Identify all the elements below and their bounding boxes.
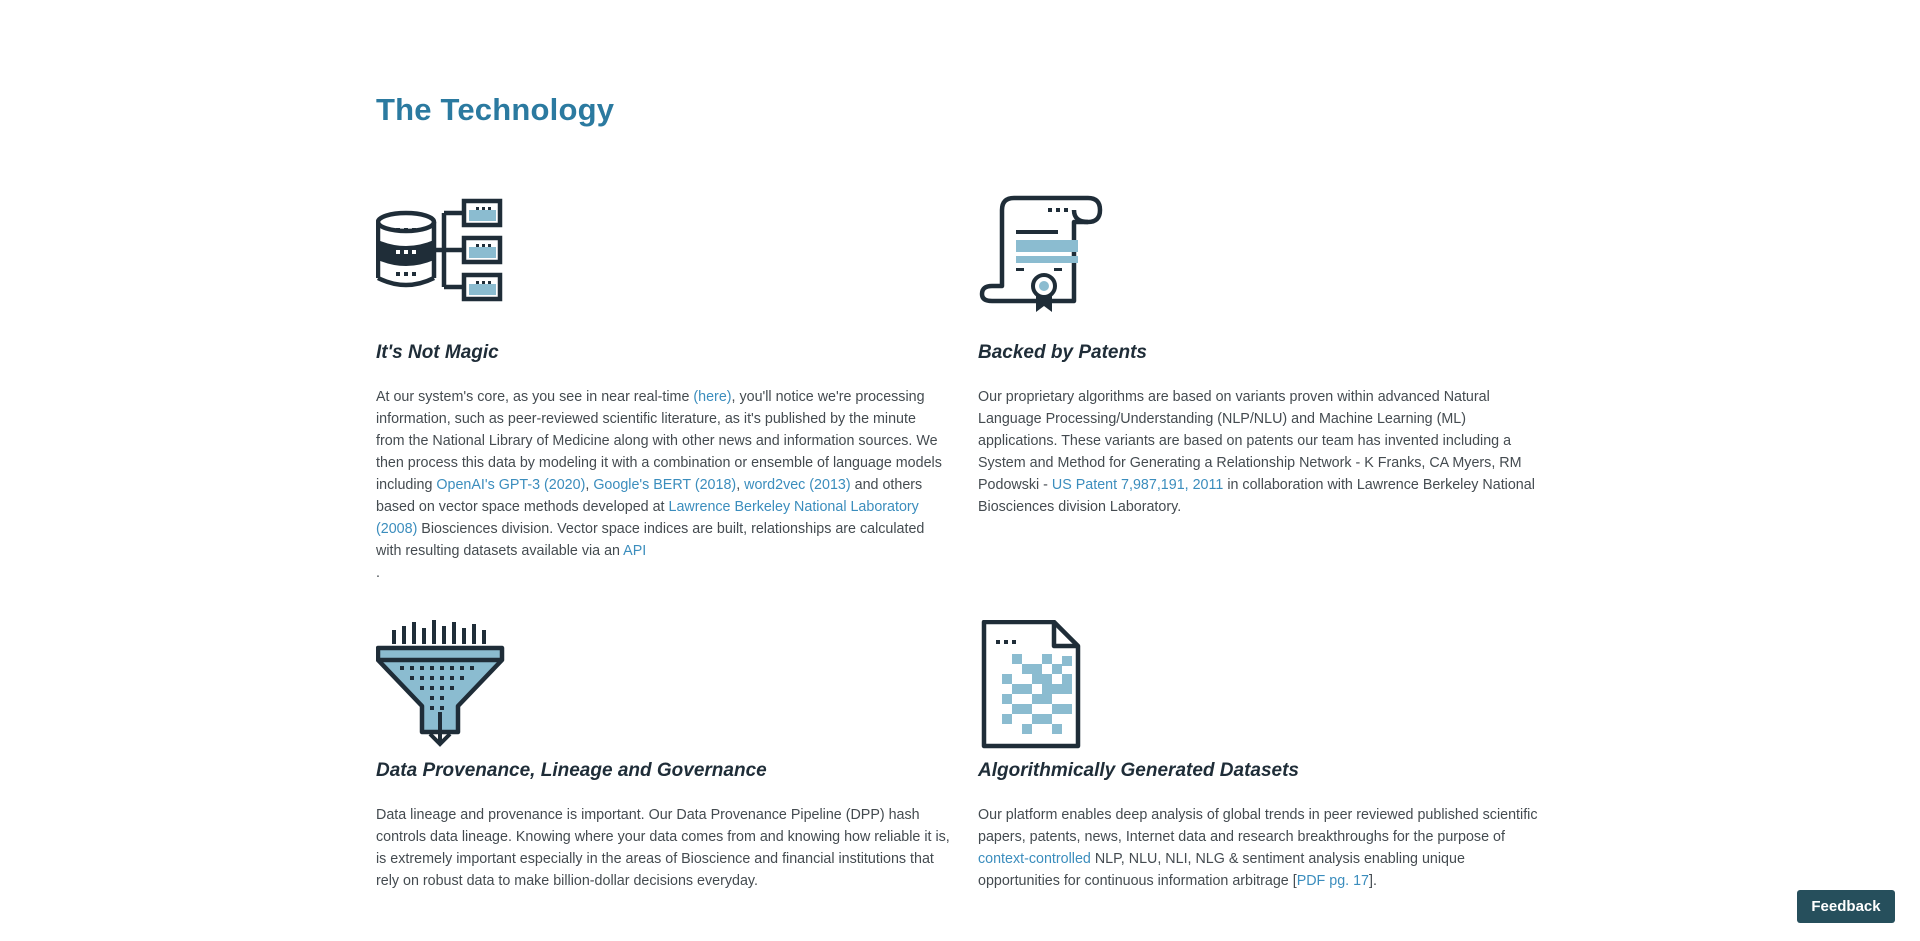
data-funnel-icon — [376, 620, 956, 750]
patent-certificate-icon — [978, 186, 1558, 316]
feedback-button[interactable]: Feedback — [1797, 890, 1895, 923]
feature-description: At our system's core, as you see in near real-time (here), you'll notice we're processing information, such as peer-reviewed scientific literature, as it's published by the minute from the National Library of Medicine along with other news and information sources. We then process this data by modeling it with a combination or ensemble of language models including OpenAI's GPT-3 (2020), Google's BERT (2018), word2vec (2013) and others based on vector space methods developed at Lawrence Berkeley National Laboratory (2008) Biosciences division. Vector space indices are built, relationships are calculated with resulting datasets available via an API . — [376, 389, 942, 581]
lbnl-link[interactable]: Lawrence Berkeley National Laboratory (2008) — [376, 499, 919, 537]
pdf-link[interactable]: PDF pg. 17 — [1296, 873, 1370, 889]
feature-title: Backed by Patents — [978, 342, 1147, 363]
feature-title: Data Provenance, Lineage and Governance — [376, 760, 767, 781]
generated-dataset-document-icon — [978, 620, 1558, 750]
us-patent-link[interactable]: US Patent 7,987,191, 2011 — [1051, 477, 1224, 493]
here-link[interactable]: (here) — [693, 389, 732, 405]
feature-generated-datasets — [978, 616, 1558, 889]
gpt3-link[interactable]: OpenAI's GPT-3 (2020) — [436, 477, 586, 493]
feature-description: Data lineage and provenance is important. Our Data Provenance Pipeline (DPP) hash controls data lineage. Knowing where your data comes from and knowing how reliable it is, is extremely important especially in the areas of Bioscience and financial institutions that rely on robust data to make billion-dollar decisions everyday. — [376, 807, 950, 889]
feature-title: It's Not Magic — [376, 342, 499, 363]
api-link[interactable]: API — [623, 543, 647, 559]
feature-not-magic — [376, 198, 956, 581]
feature-patents — [978, 198, 1558, 515]
feature-title: Algorithmically Generated Datasets — [978, 760, 1299, 781]
feature-description: Our platform enables deep analysis of global trends in peer reviewed published scientific papers, patents, news, Internet data and research breakthroughs for the purpose of context-controlled NLP, NLU, NLI, NLG & sentiment analysis enabling unique opportunities for continuous information arbitrage [PDF pg. 17]. — [978, 807, 1538, 889]
context-controlled-link[interactable]: context-controlled — [978, 851, 1091, 867]
feature-description: Our proprietary algorithms are based on variants proven within advanced Natural Language Processing/Understanding (NLP/NLU) and Machine Learning (ML) applications. These variants are based on patents our team has invented including a System and Method for Generating a Relationship Network - K Franks, CA Myers, RM Podowski - US Patent 7,987,191, 2011 in collaboration with Lawrence Berkeley National Biosciences division Laboratory. — [978, 389, 1535, 515]
page-title: The Technology — [376, 92, 615, 127]
database-hierarchy-icon — [376, 198, 956, 310]
word2vec-link[interactable]: word2vec (2013) — [744, 477, 851, 493]
bert-link[interactable]: Google's BERT (2018) — [593, 477, 737, 493]
feature-data-provenance — [376, 616, 956, 889]
